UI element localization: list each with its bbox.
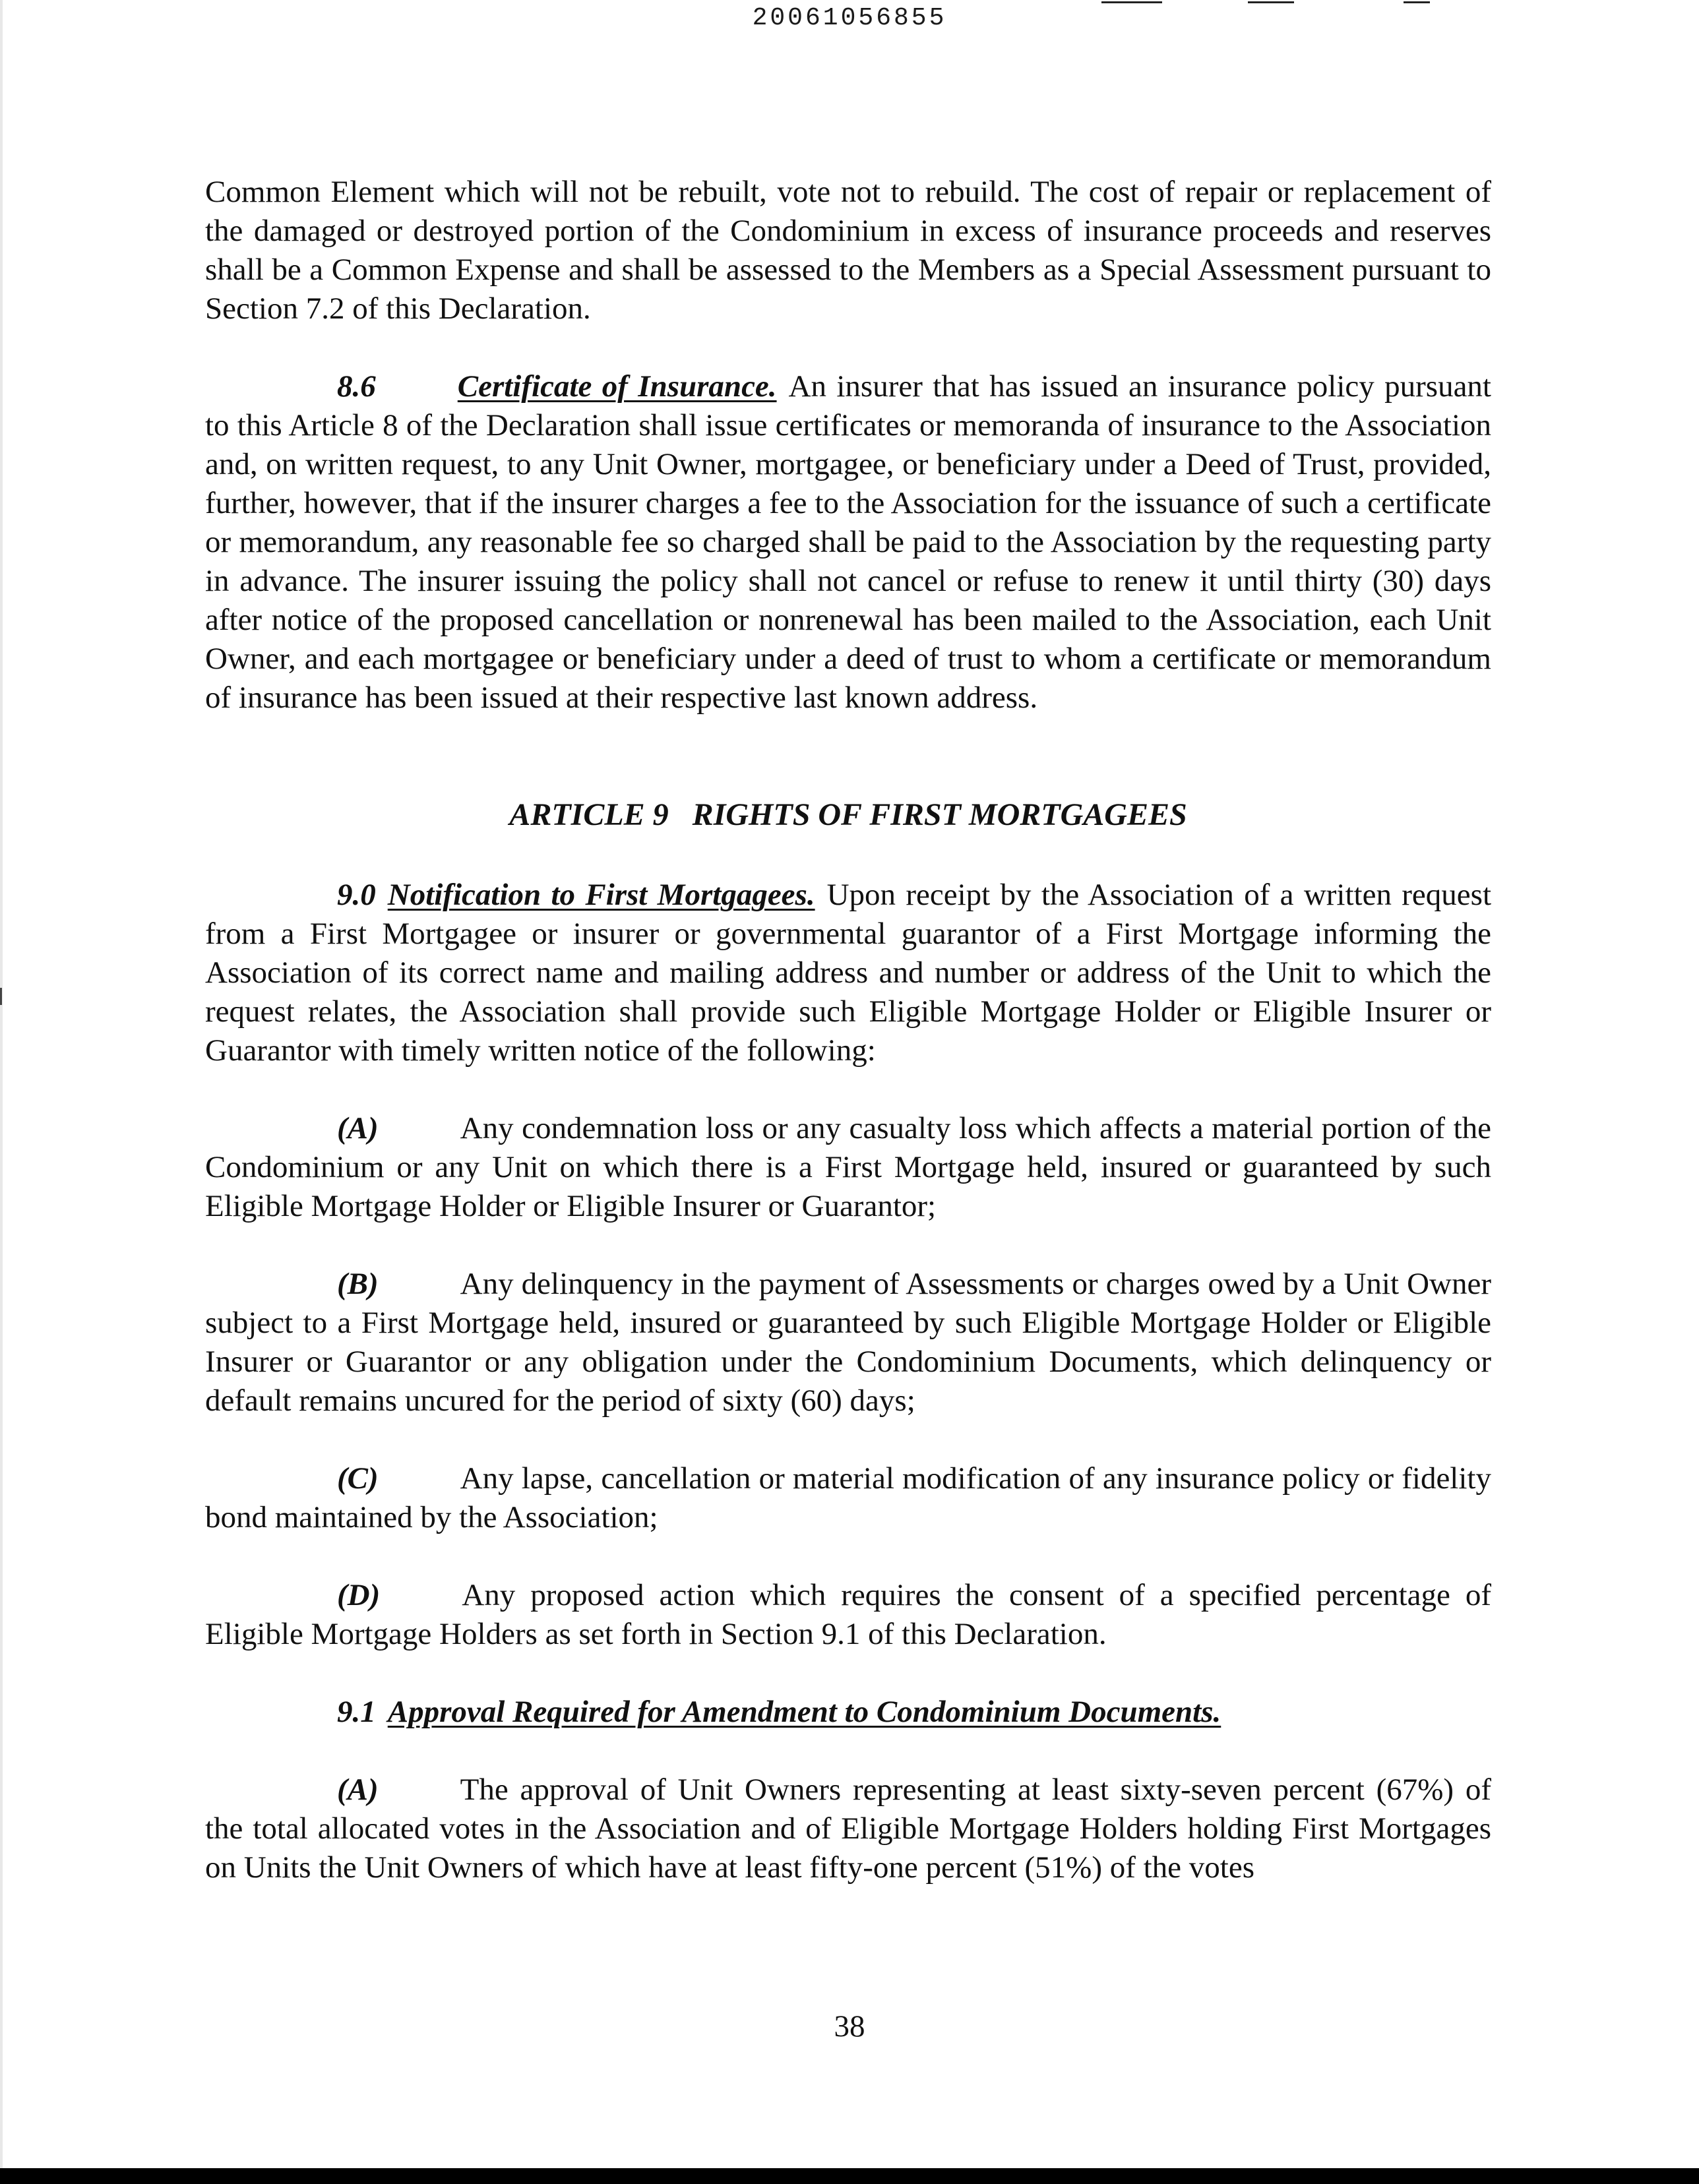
document-number: 20061056855	[752, 4, 947, 32]
item-label: (B)	[337, 1267, 379, 1301]
document-body	[205, 173, 1491, 1887]
section-number: 9.0	[337, 878, 376, 912]
section-body: An insurer that has issued an insurance policy pursuant to this Article 8 of the Declaration shall issue certificates or memoranda of insurance to the Association and, on written request, to any Unit Owner, mortgagee, or beneficiary under a Deed of Trust, provided, further, however, that if the insurer charges a fee to the Association for the issuance of such a certificate or memorandum, any reasonable fee so charged shall be paid to the Association by the requesting party in advance. The insurer issuing the policy shall not cancel or refuse to renew it until thirty (30) days after notice of the proposed cancellation or nonrenewal has been mailed to the Association, each Unit Owner, and each mortgagee or beneficiary under a deed of trust to whom a certificate or memorandum of insurance has been issued at their respective last known address.	[205, 369, 1491, 715]
section-number: 9.1	[337, 1695, 376, 1729]
list-item-a	[205, 1109, 1491, 1226]
list-item-b	[205, 1265, 1491, 1420]
item-label: (D)	[337, 1578, 381, 1612]
section-title: Notification to First Mortgagees.	[387, 878, 815, 912]
section-title: Certificate of Insurance.	[457, 369, 777, 404]
article-heading: ARTICLE 9 RIGHTS OF FIRST MORTGAGEES	[509, 797, 1187, 832]
section-number: 8.6	[337, 369, 376, 404]
scan-left-edge	[0, 0, 3, 2168]
paragraph-continuation: Common Element which will not be rebuilt, vote not to rebuild. The cost of repair or replacement of the damaged or destroyed portion of the Condominium in excess of insurance proceeds and reserves shall be a Common Expense and shall be assessed to the Members as a Special Assessment pursuant to Section 7.2 of this Declaration.	[205, 175, 1491, 326]
top-rule	[1404, 1, 1430, 3]
section-title: Approval Required for Amendment to Condominium Documents.	[387, 1695, 1221, 1729]
section-9-1-a	[205, 1771, 1491, 1887]
item-label: (A)	[337, 1111, 379, 1145]
item-body: Any lapse, cancellation or material modification of any insurance policy or fidelity bond maintained by the Association;	[205, 1461, 1491, 1534]
item-label: (A)	[337, 1773, 379, 1807]
list-item-c	[205, 1459, 1491, 1537]
scan-bottom-band	[0, 2168, 1699, 2184]
item-body: The approval of Unit Owners representing at least sixty-seven percent (67%) of the total allocated votes in the Association and of Eligible Mortgage Holders holding First Mortgages on Units the Unit Owners of which have at least fifty-one percent (51%) of the votes	[205, 1773, 1491, 1885]
section-9-1	[205, 1693, 1491, 1732]
item-body: Any condemnation loss or any casualty loss which affects a material portion of the Condominium or any Unit on which there is a First Mortgage held, insured or guaranteed by such Eligible Mortgage Holder or Eligible Insurer or Guarantor;	[205, 1111, 1491, 1223]
page-number: 38	[834, 2009, 865, 2044]
top-rule	[1101, 1, 1162, 3]
item-label: (C)	[337, 1461, 379, 1496]
item-body: Any proposed action which requires the consent of a specified percentage of Eligible Mortgage Holders as set forth in Section 9.1 of this Declaration.	[205, 1578, 1491, 1651]
scan-mark	[0, 988, 2, 1005]
item-body: Any delinquency in the payment of Assessments or charges owed by a Unit Owner subject to a First Mortgage held, insured or guaranteed by such Eligible Mortgage Holder or Eligible Insurer or Guarantor or any obligation under the Condominium Documents, which delinquency or default remains uncured for the period of sixty (60) days;	[205, 1267, 1491, 1418]
top-rule	[1248, 1, 1294, 3]
section-body: Upon receipt by the Association of a written request from a First Mortgagee or insurer or governmental guarantor of a First Mortgage informing the Association of its correct name and mailing address and number or address of the Unit to which the request relates, the Association shall provide such Eligible Mortgage Holder or Eligible Insurer or Guarantor with timely written notice of the following:	[205, 878, 1492, 1068]
section-8-6	[205, 367, 1491, 717]
list-item-d	[205, 1576, 1491, 1654]
section-9-0	[205, 876, 1491, 1070]
